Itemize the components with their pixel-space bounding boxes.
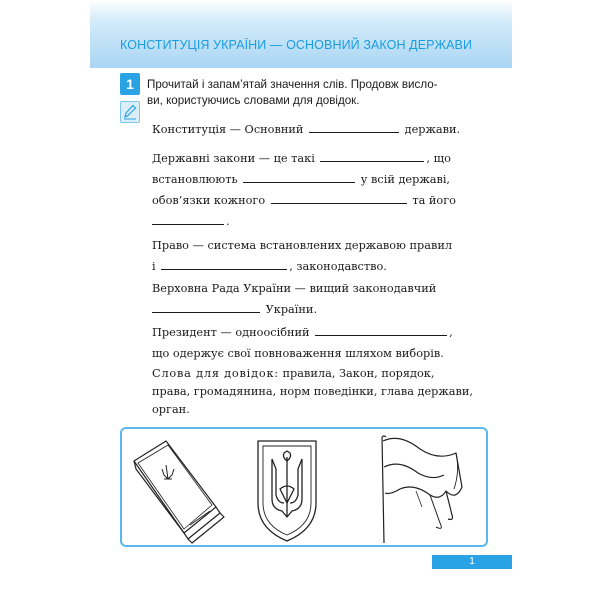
hint-text: права, громадянина, норм поведінки, глава держави, xyxy=(152,385,474,398)
workbook-page xyxy=(90,0,512,600)
header-band xyxy=(90,0,512,68)
answer-blank[interactable] xyxy=(243,172,355,183)
task-number-badge: 1 xyxy=(120,73,140,95)
page-number-bar xyxy=(432,555,512,569)
sentence-text: Президент — одноосібний xyxy=(152,326,310,339)
sentence-text: Верховна Рада України — вищий законодавчий xyxy=(152,282,437,295)
page-number: 1 xyxy=(469,556,475,567)
hint-label: Слова для довідок: xyxy=(152,367,279,380)
pencil-icon xyxy=(120,101,140,123)
sentence-text: держави. xyxy=(404,123,461,136)
sentence-president xyxy=(152,322,492,364)
trident-coat-of-arms-icon xyxy=(252,433,322,545)
illustrations-frame xyxy=(120,427,488,547)
sentence-text: . xyxy=(226,215,230,228)
hint-words xyxy=(152,365,492,419)
answer-blank[interactable] xyxy=(152,302,260,313)
sentence-text: Право — система встановлених державою правил xyxy=(152,239,453,252)
answer-blank[interactable] xyxy=(320,151,424,162)
answer-blank[interactable] xyxy=(271,193,407,204)
sentence-text: та його xyxy=(412,194,456,207)
hint-text: орган. xyxy=(152,403,190,416)
answer-blank[interactable] xyxy=(161,259,287,270)
answer-blank[interactable] xyxy=(315,325,447,336)
sentence-text: і xyxy=(152,260,156,273)
sentence-text: , що xyxy=(426,152,451,165)
instruction-line: Прочитай і запам’ятай значення слів. Продовж висло- xyxy=(147,78,438,91)
sentence-law xyxy=(152,235,492,277)
answer-blank[interactable] xyxy=(309,122,399,133)
sentence-text: , xyxy=(449,326,453,339)
sentence-parliament xyxy=(152,278,492,320)
answer-blank[interactable] xyxy=(152,214,224,225)
flag-icon xyxy=(370,431,480,545)
constitution-book-icon xyxy=(126,433,236,545)
instruction-line: ви, користуючись словами для довідок. xyxy=(147,94,360,107)
sentence-state-laws xyxy=(152,148,492,232)
sentence-text: у всій державі, xyxy=(360,173,451,186)
sentence-text: Конституція — Основний xyxy=(152,123,304,136)
page-title: КОНСТИТУЦІЯ УКРАЇНИ — ОСНОВНИЙ ЗАКОН ДЕРЖАВИ xyxy=(120,38,473,52)
task-instruction xyxy=(147,77,483,109)
hint-text: правила, Закон, порядок, xyxy=(282,367,435,380)
sentence-text: , законодавство. xyxy=(289,260,387,273)
sentence-text: України. xyxy=(265,303,318,316)
sentence-constitution xyxy=(152,119,492,140)
sentence-text: обов’язки кожного xyxy=(152,194,266,207)
sentence-text: встановлюють xyxy=(152,173,238,186)
sentence-text: Державні закони — це такі xyxy=(152,152,315,165)
sentence-text: що одержує свої повноваження шляхом виборів. xyxy=(152,347,444,360)
